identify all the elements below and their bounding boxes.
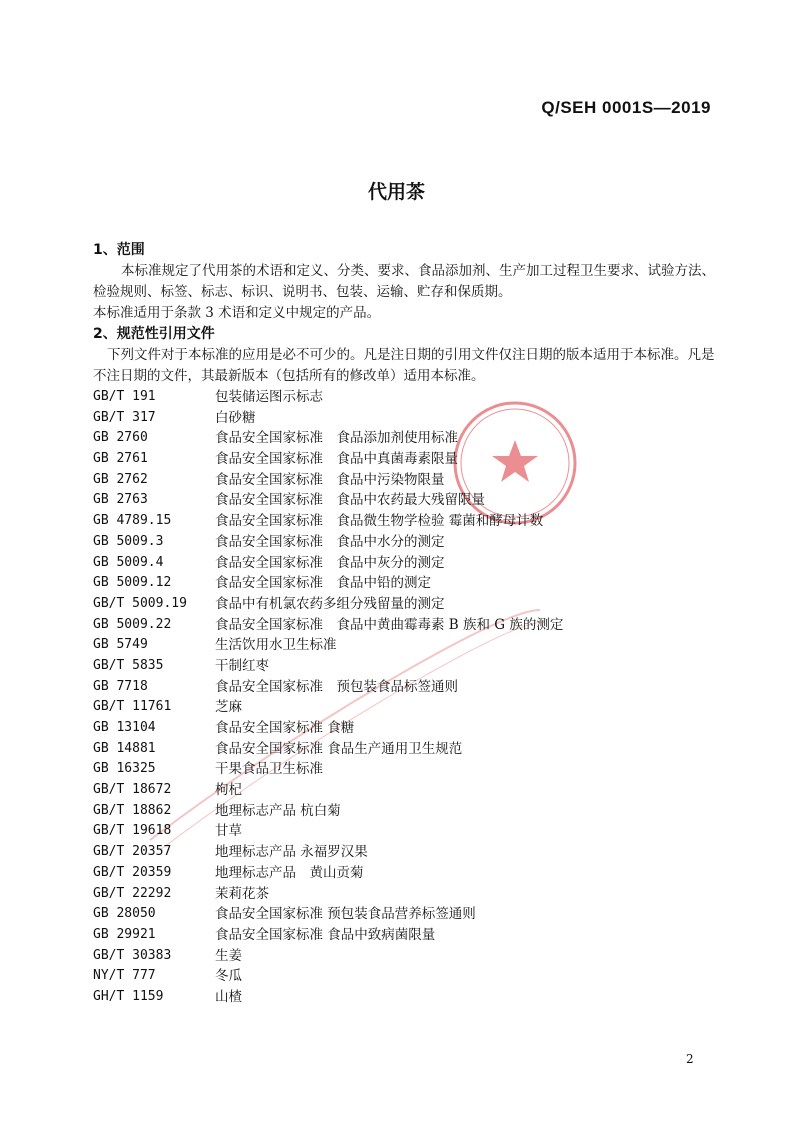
reference-code: GB/T 19618 xyxy=(93,823,172,839)
reference-code: GB 29921 xyxy=(93,926,156,942)
reference-name: 食品安全国家标准 预包装食品营养标签通则 xyxy=(215,906,476,923)
list-item xyxy=(93,511,718,532)
list-item xyxy=(93,801,718,822)
reference-code: GB 5749 xyxy=(93,637,148,653)
reference-name: 茉莉花茶 xyxy=(215,885,269,902)
reference-code: GB 5009.22 xyxy=(93,616,172,632)
reference-name: 食品安全国家标准 食品中农药最大残留限量 xyxy=(215,492,485,509)
reference-name: 食品安全国家标准 食品中黄曲霉毒素 B 族和 G 族的测定 xyxy=(215,616,564,633)
reference-code: GH/T 1159 xyxy=(93,988,164,1004)
reference-code: GB 28050 xyxy=(93,906,156,922)
list-item xyxy=(93,966,718,987)
reference-name: 食品安全国家标准 食品中污染物限量 xyxy=(215,471,445,488)
reference-name: 食品安全国家标准 食品添加剂使用标准 xyxy=(215,430,458,447)
reference-name: 地理标志产品 黄山贡菊 xyxy=(215,864,364,881)
reference-name: 食品安全国家标准 预包装食品标签通则 xyxy=(215,678,458,695)
reference-code: GB 4789.15 xyxy=(93,513,172,529)
reference-code: GB/T 5009.19 xyxy=(93,595,187,611)
list-item xyxy=(93,718,718,739)
reference-name: 甘草 xyxy=(215,823,242,840)
list-item xyxy=(93,553,718,574)
reference-code: GB/T 30383 xyxy=(93,947,172,963)
reference-code: GB/T 22292 xyxy=(93,885,172,901)
list-item xyxy=(93,759,718,780)
list-item xyxy=(93,449,718,470)
list-item xyxy=(93,573,718,594)
list-item xyxy=(93,594,718,615)
reference-code: GB 2762 xyxy=(93,471,148,487)
reference-code: GB 5009.12 xyxy=(93,575,172,591)
reference-name: 芝麻 xyxy=(215,699,242,716)
reference-code: NY/T 777 xyxy=(93,968,156,984)
list-item xyxy=(93,821,718,842)
reference-name: 食品安全国家标准 食品中水分的测定 xyxy=(215,533,445,550)
reference-code: GB/T 191 xyxy=(93,389,156,404)
reference-code: GB/T 5835 xyxy=(93,657,164,673)
reference-name: 食品安全国家标准 食品中真菌毒素限量 xyxy=(215,451,458,468)
list-item xyxy=(93,490,718,511)
reference-name: 干制红枣 xyxy=(215,657,269,674)
list-item xyxy=(93,387,718,408)
reference-name: 地理标志产品 杭白菊 xyxy=(215,802,341,819)
reference-code: GB/T 20359 xyxy=(93,864,172,880)
reference-name: 食品中有机氯农药多组分残留量的测定 xyxy=(215,595,445,612)
list-item xyxy=(93,677,718,698)
reference-name: 地理标志产品 永福罗汉果 xyxy=(215,844,368,861)
list-item xyxy=(93,904,718,925)
reference-name: 白砂糖 xyxy=(215,409,256,426)
reference-name: 生活饮用水卫生标准 xyxy=(215,637,337,654)
reference-name: 包装储运图示标志 xyxy=(215,389,323,405)
list-item xyxy=(93,532,718,553)
list-item xyxy=(93,697,718,718)
list-item xyxy=(93,615,718,636)
reference-code: GB/T 11761 xyxy=(93,699,172,715)
reference-code: GB 2763 xyxy=(93,492,148,508)
list-item xyxy=(93,739,718,760)
reference-code: GB/T 20357 xyxy=(93,844,172,860)
reference-name: 干果食品卫生标准 xyxy=(215,761,323,778)
reference-code: GB/T 18862 xyxy=(93,802,172,818)
reference-code: GB 16325 xyxy=(93,761,156,777)
reference-name: 食品安全国家标准 食品中致病菌限量 xyxy=(215,926,436,943)
normative-intro: 下列文件对于本标准的应用是必不可少的。凡是注日期的引用文件仅注日期的版本适用于本标准。凡是不注日期的文件，其最新版本（包括所有的修改单）适用本标准。 xyxy=(93,347,715,384)
reference-code: GB 2761 xyxy=(93,451,148,467)
reference-name: 食品安全国家标准 食品生产通用卫生规范 xyxy=(215,740,463,757)
list-item xyxy=(93,635,718,656)
reference-code: GB 13104 xyxy=(93,720,156,735)
list-item xyxy=(93,428,718,449)
scope-paragraph-2: 本标准适用于条款 3 术语和定义中规定的产品。 xyxy=(93,305,381,321)
list-item xyxy=(93,987,718,1008)
section-heading-scope: 1、范围 xyxy=(93,242,145,258)
page-number: 2 xyxy=(686,1052,694,1066)
reference-name: 食品安全国家标准 食品微生物学检验 霉菌和酵母计数 xyxy=(215,513,544,530)
document-code: Q/SEH 0001S—2019 xyxy=(541,98,711,117)
reference-name: 冬瓜 xyxy=(215,968,242,985)
list-item xyxy=(93,842,718,863)
reference-code: GB 5009.3 xyxy=(93,533,164,549)
reference-name: 枸杞 xyxy=(215,782,242,799)
reference-name: 食品安全国家标准 食品中灰分的测定 xyxy=(215,554,445,571)
reference-name: 山楂 xyxy=(215,988,242,1005)
reference-code: GB 7718 xyxy=(93,678,148,694)
list-item xyxy=(93,946,718,967)
reference-name: 生姜 xyxy=(215,947,242,964)
list-item xyxy=(93,656,718,677)
reference-code: GB/T 317 xyxy=(93,409,156,425)
list-item xyxy=(93,470,718,491)
document-title: 代用茶 xyxy=(367,181,425,203)
scope-paragraph-1: 本标准规定了代用茶的术语和定义、分类、要求、食品添加剂、生产加工过程卫生要求、试验方法、检验规则、标签、标志、标识、说明书、包装、运输、贮存和保质期。 xyxy=(93,263,715,300)
document-body xyxy=(93,240,718,1008)
list-item xyxy=(93,780,718,801)
reference-name: 食品安全国家标准 食糖 xyxy=(215,720,355,736)
reference-code: GB 5009.4 xyxy=(93,554,164,570)
list-item xyxy=(93,863,718,884)
list-item xyxy=(93,884,718,905)
reference-list xyxy=(93,387,718,1008)
reference-code: GB/T 18672 xyxy=(93,782,172,798)
list-item xyxy=(93,925,718,946)
reference-code: GB 2760 xyxy=(93,430,148,446)
section-heading-normative: 2、规范性引用文件 xyxy=(93,326,215,342)
list-item xyxy=(93,408,718,429)
reference-name: 食品安全国家标准 食品中铅的测定 xyxy=(215,575,431,592)
reference-code: GB 14881 xyxy=(93,740,156,756)
